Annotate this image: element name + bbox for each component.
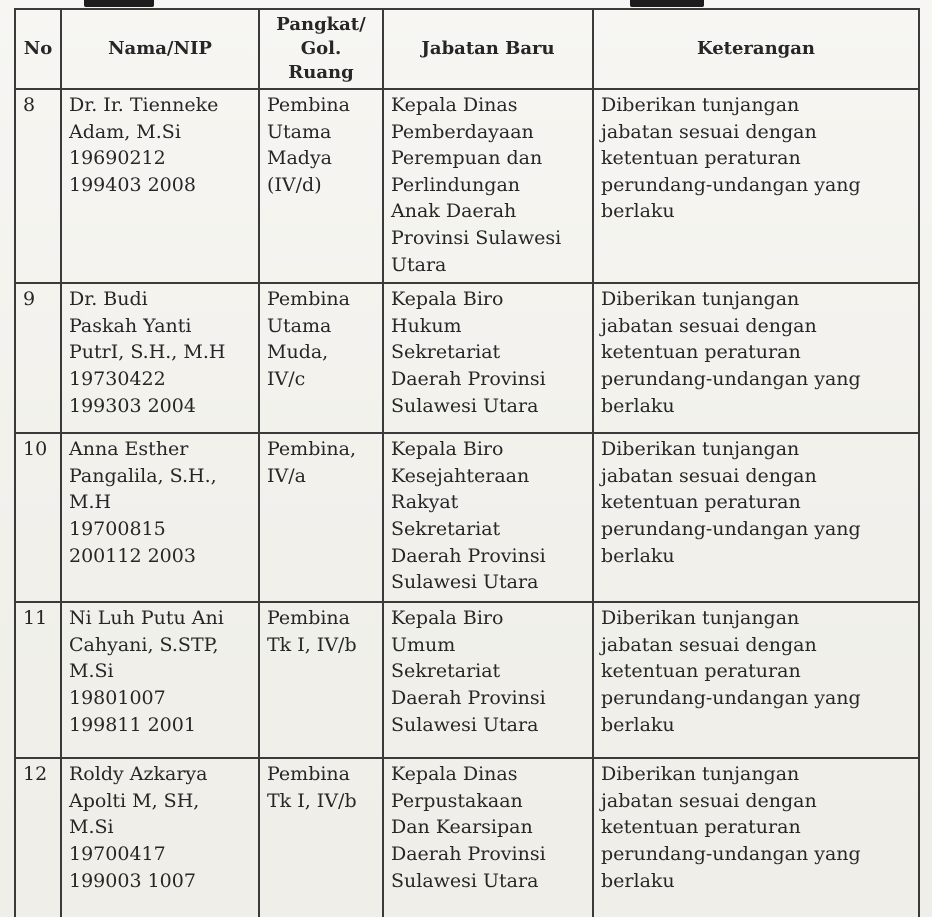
nama-line: M.Si — [69, 816, 114, 839]
cell-keterangan — [593, 89, 919, 283]
jabatan-line: Sulawesi Utara — [391, 394, 539, 417]
jabatan-line: Perempuan dan — [391, 147, 543, 170]
header-keterangan: Keterangan — [593, 9, 919, 89]
pangkat-line: Pembina — [267, 94, 350, 116]
pangkat-line: Pembina — [267, 763, 350, 786]
keterangan-line: perundang-undangan yang — [601, 686, 861, 709]
pangkat-line: (IV/d) — [267, 173, 322, 196]
cell-pangkat — [259, 758, 383, 917]
pangkat-line: Utama — [267, 120, 332, 143]
cell-jabatan — [383, 283, 593, 433]
keterangan-line: ketentuan peraturan — [601, 660, 801, 683]
jabatan-line: Anak Daerah — [391, 200, 517, 223]
nama-line: Dr. Ir. Tienneke — [69, 94, 219, 116]
header-no: No — [15, 9, 61, 89]
cell-no: 9 — [15, 283, 61, 433]
jabatan-line: Kepala Dinas — [391, 94, 518, 116]
nama-line: PutrI, S.H., M.H — [69, 341, 226, 364]
jabatan-line: Umum — [391, 633, 456, 656]
cell-pangkat — [259, 433, 383, 602]
pangkat-line: IV/c — [267, 367, 306, 390]
keterangan-line: perundang-undangan yang — [601, 517, 861, 540]
cell-nama — [61, 602, 259, 758]
nama-line: 19730422 — [69, 367, 166, 390]
pangkat-line: IV/a — [267, 464, 306, 487]
cell-nama — [61, 89, 259, 283]
nama-line: 19690212 — [69, 147, 166, 170]
header-pangkat — [259, 9, 383, 89]
keterangan-line: perundang-undangan yang — [601, 367, 861, 390]
keterangan-line: berlaku — [601, 200, 675, 223]
jabatan-line: Rakyat — [391, 491, 459, 514]
jabatan-line: Kesejahteraan — [391, 464, 530, 487]
header-pangkat-line: Gol. — [300, 38, 342, 59]
nama-line: Ni Luh Putu Ani — [69, 607, 224, 630]
cell-no: 11 — [15, 602, 61, 758]
official-appointment-table — [14, 8, 920, 917]
cell-pangkat — [259, 89, 383, 283]
keterangan-line: jabatan sesuai dengan — [601, 789, 817, 812]
jabatan-line: Perpustakaan — [391, 789, 523, 812]
cell-pangkat — [259, 283, 383, 433]
keterangan-line: jabatan sesuai dengan — [601, 633, 817, 656]
pangkat-line: Utama — [267, 314, 332, 337]
jabatan-line: Daerah Provinsi — [391, 686, 546, 709]
nama-line: 199403 2008 — [69, 173, 196, 196]
nama-line: Apolti M, SH, — [69, 789, 200, 812]
pangkat-line: Pembina — [267, 607, 350, 630]
nama-line: Roldy Azkarya — [69, 763, 208, 786]
keterangan-line: Diberikan tunjangan — [601, 288, 800, 311]
keterangan-line: berlaku — [601, 869, 675, 892]
jabatan-line: Daerah Provinsi — [391, 842, 546, 865]
keterangan-line: ketentuan peraturan — [601, 341, 801, 364]
jabatan-line: Hukum — [391, 314, 462, 337]
jabatan-line: Sekretariat — [391, 341, 501, 364]
cell-keterangan — [593, 433, 919, 602]
table-row — [15, 89, 919, 283]
nama-line: Pangalila, S.H., — [69, 464, 217, 487]
cropped-glyph — [630, 0, 704, 7]
header-pangkat-line: Ruang — [288, 62, 354, 83]
keterangan-line: ketentuan peraturan — [601, 491, 801, 514]
jabatan-line: Utara — [391, 253, 447, 276]
cell-jabatan — [383, 602, 593, 758]
jabatan-line: Kepala Biro — [391, 607, 504, 630]
header-pangkat-line: Pangkat/ — [276, 14, 366, 35]
cell-pangkat — [259, 602, 383, 758]
cell-nama — [61, 758, 259, 917]
nama-line: Adam, M.Si — [69, 120, 181, 143]
jabatan-line: Daerah Provinsi — [391, 544, 546, 567]
pangkat-line: Tk I, IV/b — [267, 789, 357, 812]
table-row — [15, 758, 919, 917]
cell-nama — [61, 283, 259, 433]
nama-line: Dr. Budi — [69, 288, 148, 311]
jabatan-line: Sekretariat — [391, 660, 501, 683]
jabatan-line: Sulawesi Utara — [391, 571, 539, 594]
nama-line: 19801007 — [69, 686, 166, 709]
cell-no: 10 — [15, 433, 61, 602]
jabatan-line: Perlindungan — [391, 173, 521, 196]
jabatan-line: Dan Kearsipan — [391, 816, 533, 839]
nama-line: 199303 2004 — [69, 394, 196, 417]
cell-keterangan — [593, 602, 919, 758]
keterangan-line: berlaku — [601, 713, 675, 736]
cell-keterangan — [593, 283, 919, 433]
keterangan-line: ketentuan peraturan — [601, 147, 801, 170]
jabatan-line: Pemberdayaan — [391, 120, 534, 143]
jabatan-line: Sulawesi Utara — [391, 713, 539, 736]
header-nama-nip: Nama/NIP — [61, 9, 259, 89]
keterangan-line: Diberikan tunjangan — [601, 438, 800, 461]
nama-line: 200112 2003 — [69, 544, 196, 567]
nama-line: Anna Esther — [69, 438, 189, 461]
nama-line: 199003 1007 — [69, 869, 196, 892]
keterangan-line: Diberikan tunjangan — [601, 763, 800, 786]
pangkat-line: Madya — [267, 147, 333, 170]
keterangan-line: jabatan sesuai dengan — [601, 314, 817, 337]
cell-jabatan — [383, 89, 593, 283]
nama-line: 19700417 — [69, 842, 166, 865]
nama-line: M.H — [69, 491, 112, 514]
keterangan-line: Diberikan tunjangan — [601, 607, 800, 630]
table-row — [15, 602, 919, 758]
keterangan-line: berlaku — [601, 544, 675, 567]
jabatan-line: Kepala Biro — [391, 288, 504, 311]
table-header-row — [15, 9, 919, 89]
nama-line: Cahyani, S.STP, — [69, 633, 219, 656]
jabatan-line: Kepala Biro — [391, 438, 504, 461]
cell-nama — [61, 433, 259, 602]
pangkat-line: Tk I, IV/b — [267, 633, 357, 656]
keterangan-line: ketentuan peraturan — [601, 816, 801, 839]
cell-no: 8 — [15, 89, 61, 283]
keterangan-line: perundang-undangan yang — [601, 842, 861, 865]
cell-jabatan — [383, 758, 593, 917]
cell-no: 12 — [15, 758, 61, 917]
jabatan-line: Sulawesi Utara — [391, 869, 539, 892]
table-row — [15, 433, 919, 602]
keterangan-line: Diberikan tunjangan — [601, 94, 800, 116]
keterangan-line: jabatan sesuai dengan — [601, 464, 817, 487]
pangkat-line: Pembina, — [267, 438, 357, 461]
table-row — [15, 283, 919, 433]
pangkat-line: Muda, — [267, 341, 329, 364]
jabatan-line: Sekretariat — [391, 517, 501, 540]
cropped-glyph — [84, 0, 154, 7]
keterangan-line: perundang-undangan yang — [601, 173, 861, 196]
nama-line: M.Si — [69, 660, 114, 683]
header-jabatan-baru: Jabatan Baru — [383, 9, 593, 89]
jabatan-line: Kepala Dinas — [391, 763, 518, 786]
cell-keterangan — [593, 758, 919, 917]
jabatan-line: Daerah Provinsi — [391, 367, 546, 390]
nama-line: 19700815 — [69, 517, 166, 540]
jabatan-line: Provinsi Sulawesi — [391, 226, 562, 249]
table-body — [15, 89, 919, 917]
nama-line: Paskah Yanti — [69, 314, 192, 337]
nama-line: 199811 2001 — [69, 713, 196, 736]
keterangan-line: berlaku — [601, 394, 675, 417]
cell-jabatan — [383, 433, 593, 602]
pangkat-line: Pembina — [267, 288, 350, 311]
keterangan-line: jabatan sesuai dengan — [601, 120, 817, 143]
